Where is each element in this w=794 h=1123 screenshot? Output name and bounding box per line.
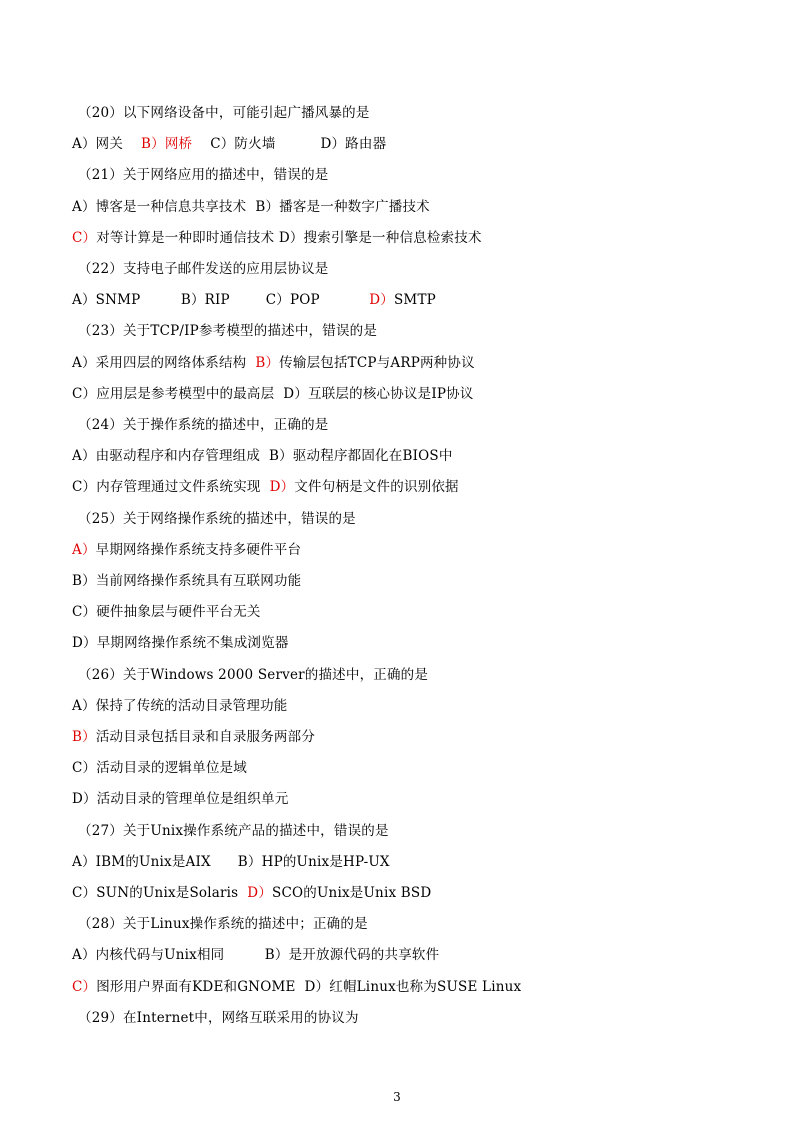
- option-line: [72, 634, 289, 652]
- question-stem: （22）支持电子邮件发送的应用层协议是: [78, 261, 329, 277]
- option-text: 活动目录包括目录和自录服务两部分: [95, 729, 316, 745]
- question-stem: （26）关于Windows 2000 Server的描述中，正确的是: [78, 666, 429, 683]
- option-line: [72, 198, 430, 216]
- question-stem: （23）关于TCP/IP参考模型的描述中，错误的是: [78, 323, 378, 340]
- question-stem: （21）关于网络应用的描述中，错误的是: [78, 167, 329, 184]
- question-stem: （28）关于Linux操作系统的描述中；正确的是: [78, 916, 368, 933]
- option-line: [72, 447, 453, 465]
- answer-marker: A）: [72, 541, 96, 558]
- option-line: [72, 385, 474, 403]
- answer-marker: D）: [369, 292, 394, 309]
- option-text: 图形用户界面有KDE和GNOME D）红帽Linux也称为SUSE Linux: [96, 978, 522, 995]
- question-stem: （29）在Internet中，网络互联采用的协议为: [78, 1009, 359, 1026]
- option-text: 传输层包括TCP与ARP两种协议: [279, 354, 475, 371]
- option-text: SMTP: [393, 292, 436, 309]
- option-text: 早期网络操作系统支持多硬件平台: [95, 541, 302, 558]
- option-line: [72, 790, 289, 808]
- option-text: B）播客是一种数字广播技术: [255, 198, 430, 215]
- option-text: C）硬件抽象层与硬件平台无关: [72, 604, 261, 621]
- option-line: [72, 354, 475, 372]
- answer-marker: B）: [255, 354, 280, 371]
- question-stem: （27）关于Unix操作系统产品的描述中，错误的是: [78, 822, 389, 839]
- option-line: [72, 135, 386, 153]
- answer-marker: D）: [269, 479, 295, 496]
- option-text: 文件句柄是文件的识别依据: [294, 479, 459, 496]
- option-text: C）活动目录的逻辑单位是域: [72, 760, 247, 777]
- option-line: [72, 853, 390, 871]
- option-text: A）内核代码与Unix相同 B）是开放源代码的共享软件: [72, 947, 440, 964]
- option-text: C）SUN的Unix是Solaris: [72, 885, 248, 901]
- option-text: D）路由器: [320, 136, 387, 153]
- option-line: [72, 946, 439, 964]
- option-line: [72, 603, 261, 621]
- option-text: A）网关: [72, 136, 142, 153]
- option-text: A）由驱动程序和内存管理组成 B）驱动程序都固化在BIOS中: [72, 448, 453, 465]
- page-number: 3: [393, 1090, 401, 1104]
- question-stem: （24）关于操作系统的描述中，正确的是: [78, 417, 329, 433]
- option-line: [72, 572, 301, 590]
- option-text: A）博客是一种信息共享技术: [72, 198, 256, 215]
- option-line: [72, 884, 431, 902]
- option-text: A）保持了传统的活动目录管理功能: [72, 697, 288, 714]
- option-text: 对等计算是一种即时通信技术 D）搜索引擎是一种信息检索技术: [96, 229, 482, 246]
- answer-marker: B）: [72, 729, 96, 745]
- option-text: B）RIP: [180, 292, 266, 309]
- option-text: SCO的Unix是Unix BSD: [272, 885, 432, 901]
- option-text: C）POP: [265, 292, 370, 309]
- answer-marker: D）: [247, 885, 273, 901]
- option-text: A）IBM的Unix是AIX B）HP的Unix是HP-UX: [72, 853, 390, 870]
- option-line: [72, 759, 247, 777]
- option-text: B）当前网络操作系统具有互联网功能: [72, 573, 302, 589]
- option-line: [72, 291, 436, 309]
- option-text: C）应用层是参考模型中的最高层 D）互联层的核心协议是IP协议: [72, 385, 474, 402]
- option-line: [72, 978, 521, 996]
- option-line: [72, 728, 315, 746]
- option-text: C）内存管理通过文件系统实现: [72, 479, 270, 496]
- option-line: [72, 478, 459, 496]
- option-text: C）防火墙: [210, 136, 321, 153]
- option-text: A）SNMP: [72, 292, 181, 309]
- option-line: [72, 697, 287, 715]
- question-stem: （20）以下网络设备中，可能引起广播风暴的是: [78, 105, 370, 121]
- answer-marker: C）: [72, 229, 97, 246]
- option-text: D）活动目录的管理单位是组织单元: [72, 791, 289, 808]
- option-text: A）采用四层的网络体系结构: [72, 354, 256, 371]
- answer-marker: B）网桥: [141, 136, 211, 153]
- option-text: D）早期网络操作系统不集成浏览器: [72, 635, 289, 652]
- option-line: [72, 541, 301, 559]
- question-stem: （25）关于网络操作系统的描述中，错误的是: [78, 510, 356, 527]
- option-line: [72, 229, 482, 247]
- answer-marker: C）: [72, 978, 97, 995]
